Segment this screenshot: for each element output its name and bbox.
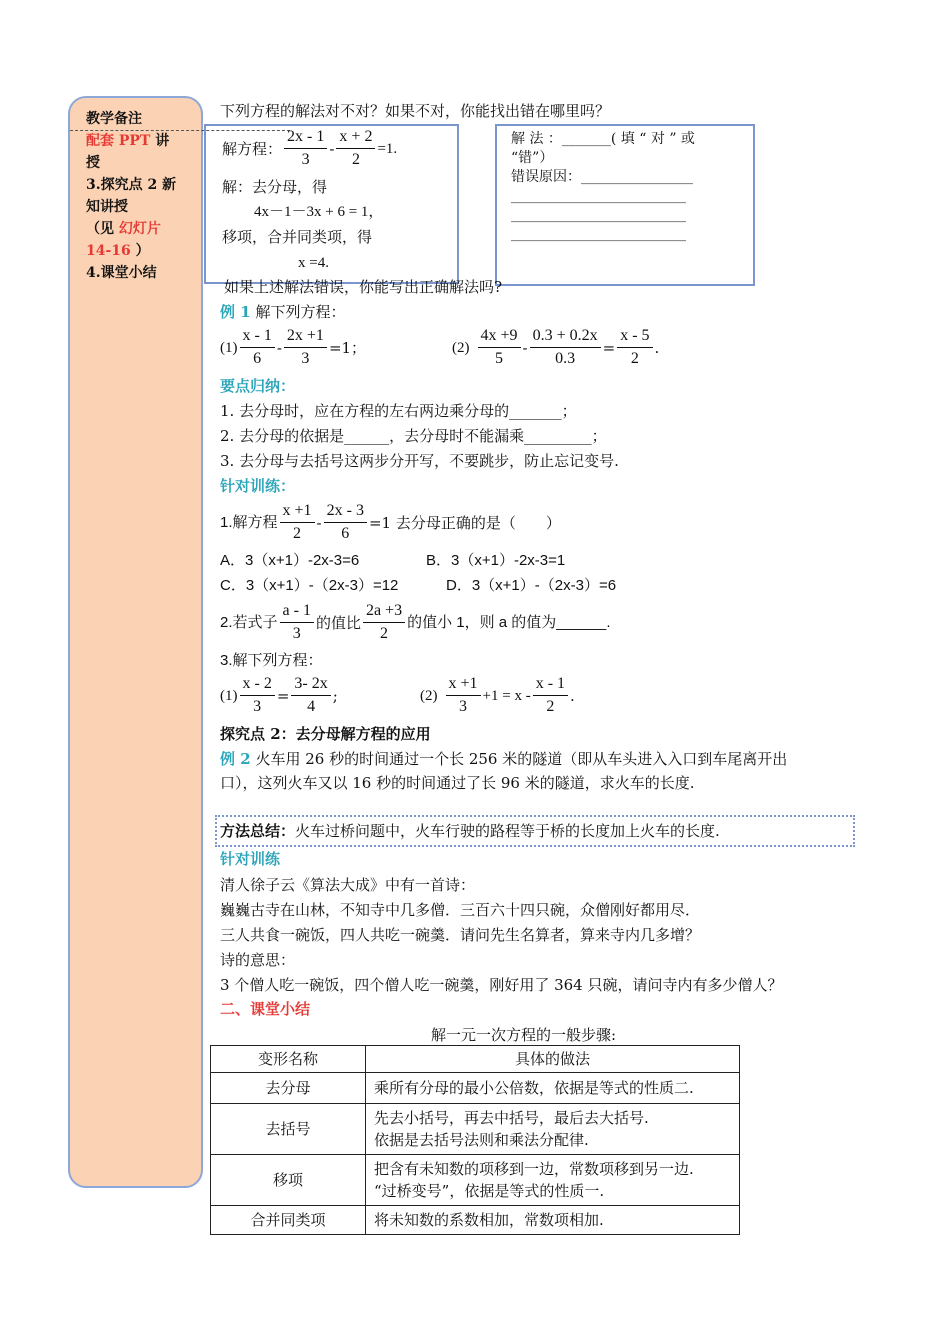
training-q3: 3.解下列方程： [220,652,323,669]
sidebar-ppt-tail: 讲 [155,133,170,149]
answer-box-content [511,130,695,244]
key-point-3: 3. 去分母与去括号这两步分开写，不要跳步，防止忘记变号. [220,452,619,470]
summary-title: 二、课堂小结 [220,1000,311,1018]
training-q3a-label: (1) [220,687,238,704]
key-point-2: 2. 去分母的依据是______，去分母时不能漏乘_________； [220,427,607,445]
example-1-p2-tail: . [654,338,660,357]
example-1-p1-tail: =1； [328,338,367,357]
table-cell-name: 去括号 [211,1104,366,1155]
option-c: C．3（x+1）-（2x-3）=12 [220,577,399,594]
training-q3b-frac-2: $\frac{x - 1}{2}$ [533,675,568,716]
intro-solve-label: 解方程： [222,139,283,158]
sidebar-line-3: 3.探究点 2 新 [86,177,177,193]
sidebar-line-4: 知讲授 [86,199,128,215]
sidebar-see-pages: 14-16 [86,243,131,259]
method-summary [220,820,720,842]
example-2-line-1 [220,748,860,770]
training-q3b-label: (2) [420,687,438,704]
sidebar-notes [86,130,196,284]
training-q2-frac-1: $\frac{a - 1}{3}$ [280,602,314,643]
training-q3a-tail: ; [332,686,338,705]
example-1-part-2: (2) $\frac{4x +9}{5}$ - $\frac{0.3 + 0.2x}{0.3}$ = $\frac{x - 5}{2}$ . [452,327,660,367]
example-1-label: 例 1 [220,303,251,321]
sidebar-ppt-line [86,130,196,152]
sidebar-see-red: 幻灯片 [118,221,161,237]
training-q3b-tail: . [570,686,575,705]
example-1-part-1: (1) $\frac{x - 1}{6}$ - $\frac{2x +1}{3}$ =1； [220,327,367,367]
key-point-1: 1. 去分母时，应在方程的左右两边乘分母的_______； [220,402,577,420]
training-q1-frac-2: $\frac{2x - 3}{6}$ [324,502,367,543]
training-2-line-4: 诗的意思： [220,951,296,969]
intro-step-3: 移项，合并同类项，得 [222,228,373,246]
sidebar-title: 教学备注 [86,111,142,127]
training-q3-part-1: (1) $\frac{x - 2}{3}$ = $\frac{3- 2x}{4}$ ; [220,675,338,715]
example-1-heading [220,301,345,323]
training-q2-post: 的值小 1，则 a 的值为______. [407,613,611,631]
example-1-p2-frac-2: $\frac{0.3 + 0.2x}{0.3}$ [530,327,601,368]
training-q2-frac-2: $\frac{2a +3}{2}$ [363,602,405,643]
training-q3a-frac-2: $\frac{3- 2x}{4}$ [291,675,330,716]
answer-line-5: _________________________ [511,207,686,223]
sidebar-see-open: （见 [86,221,114,237]
intro-step-2: 4x－1－3x + 6 = 1， [254,204,384,220]
answer-line-1: 解 法 ：_______( 填 “ 对 ” 或 [511,131,695,147]
table-cell-method: 先去小括号，再去中括号，最后去大括号. 依据是去括号法则和乘法分配律. [366,1104,740,1155]
sidebar-line-2: 授 [86,155,100,171]
example-1-p2-frac-3: $\frac{x - 5}{2}$ [617,327,652,368]
intro-eq-tail: =1. [377,140,398,157]
sidebar-ppt-label: 配套 PPT [86,133,151,149]
intro-fraction-2: $\frac{x + 2}{2}$ [336,128,375,169]
intro-equation: 解方程： $\frac{2x - 1}{3}$ - $\frac{x + 2}{2}$ =1. [222,128,398,168]
sidebar-see-line [86,218,196,240]
method-label: 方法总结： [220,822,296,840]
training-q3b-frac-1: $\frac{x +1}{3}$ [446,675,481,716]
method-text: 火车过桥问题中，火车行驶的路程等于桥的长度加上火车的长度. [295,822,720,840]
training-2-body [220,873,782,998]
example-1-p2-frac-1: $\frac{4x +9}{5}$ [478,327,521,368]
option-d: D．3（x+1）-（2x-3）=6 [446,577,617,594]
table-row [211,1073,740,1104]
example-1-p2-label: (2) [452,339,470,356]
example-1-text: 解下列方程： [255,303,346,321]
intro-step-4: x =4. [298,255,329,271]
answer-line-2: “错”） [511,150,554,166]
table-cell-method: 将未知数的系数相加，常数项相加. [366,1206,740,1235]
table-cell-name: 去分母 [211,1073,366,1104]
intro-fraction-1: $\frac{2x - 1}{3}$ [284,128,327,169]
example-2 [220,748,860,794]
summary-caption: 解一元一次方程的一般步骤: [431,1026,617,1044]
training-2-line-2: 巍巍古寺在山林，不知寺中几多僧．三百六十四只碗，众僧刚好都用尽． [220,901,701,919]
option-a: A．3（x+1）-2x-3=6 [220,552,360,569]
explore-2-title: 探究点 2：去分母解方程的应用 [220,725,431,743]
table-cell-name: 合并同类项 [211,1206,366,1235]
example-2-text-2: 口），这列火车又以 16 秒的时间通过了长 96 米的隧道，求火车的长度. [220,774,695,792]
answer-line-3: 错误原因：________________ [511,169,693,185]
answer-line-6: _________________________ [511,226,686,242]
table-cell-method: 把含有未知数的项移到一边，常数项移到另一边. “过桥变号”，依据是等式的性质一. [366,1155,740,1206]
training-q2-pre: 2.若式子 [220,613,278,631]
table-header-method: 具体的做法 [366,1046,740,1073]
table-header-name: 变形名称 [211,1046,366,1073]
training-q1-post: =1 去分母正确的是（ ） [368,513,561,532]
table-cell-name: 移项 [211,1155,366,1206]
intro-step-1: 解：去分母，得 [222,178,328,196]
training-q2 [220,602,611,643]
table-cell-method: 乘所有分母的最小公倍数，依据是等式的性质二. [366,1073,740,1104]
example-1-p1-frac-1: $\frac{x - 1}{6}$ [240,327,275,368]
example-1-p1-label: (1) [220,339,238,356]
table-row [211,1155,740,1206]
training-q3-part-2 [420,675,575,716]
training-2-line-5: 3 个僧人吃一碗饭，四个僧人吃一碗羹，刚好用了 364 只碗，请问寺内有多少僧人？ [220,976,783,994]
example-2-text-1: 火车用 26 秒的时间通过一个长 256 米的隧道（即从车头进入入口到车尾离开出 [255,750,788,768]
sidebar-line-6: 4.课堂小结 [86,265,157,281]
table-row [211,1104,740,1155]
training-2-line-1: 清人徐子云《算法大成》中有一首诗： [220,876,476,894]
answer-line-4: _________________________ [511,188,686,204]
example-1-p1-frac-2: $\frac{2x +1}{3}$ [284,327,327,368]
training-q3b-mid: +1 = x - [482,687,531,704]
option-b: B．3（x+1）-2x-3=1 [426,552,566,569]
example-2-label: 例 2 [220,750,251,768]
sidebar-see-close: ） [135,243,150,259]
training-q1-frac-1: $\frac{x +1}{2}$ [280,502,315,543]
training-2-line-3: 三人共食一碗饭，四人共吃一碗羹．请问先生名算者，算来寺内几多增？ [220,926,701,944]
steps-table [210,1045,740,1235]
intro-question: 下列方程的解法对不对？如果不对，你能找出错在哪里吗？ [220,102,611,120]
training-q2-mid: 的值比 [315,613,361,632]
training-q3a-frac-1: $\frac{x - 2}{3}$ [240,675,275,716]
training-q1-pre: 1.解方程 [220,513,278,531]
after-text: 如果上述解法错误，你能写出正确解法吗? [224,278,503,296]
key-points-title: 要点归纳： [220,377,296,395]
training-2-title: 针对训练 [220,850,281,868]
training-1-title: 针对训练： [220,477,296,495]
sidebar-pages-line [86,240,196,262]
table-header-row [211,1046,740,1073]
table-row [211,1206,740,1235]
training-q1: 1.解方程 $\frac{x +1}{2}$ - $\frac{2x - 3}{6}$ =1 去分母正确的是（ ） [220,502,561,542]
